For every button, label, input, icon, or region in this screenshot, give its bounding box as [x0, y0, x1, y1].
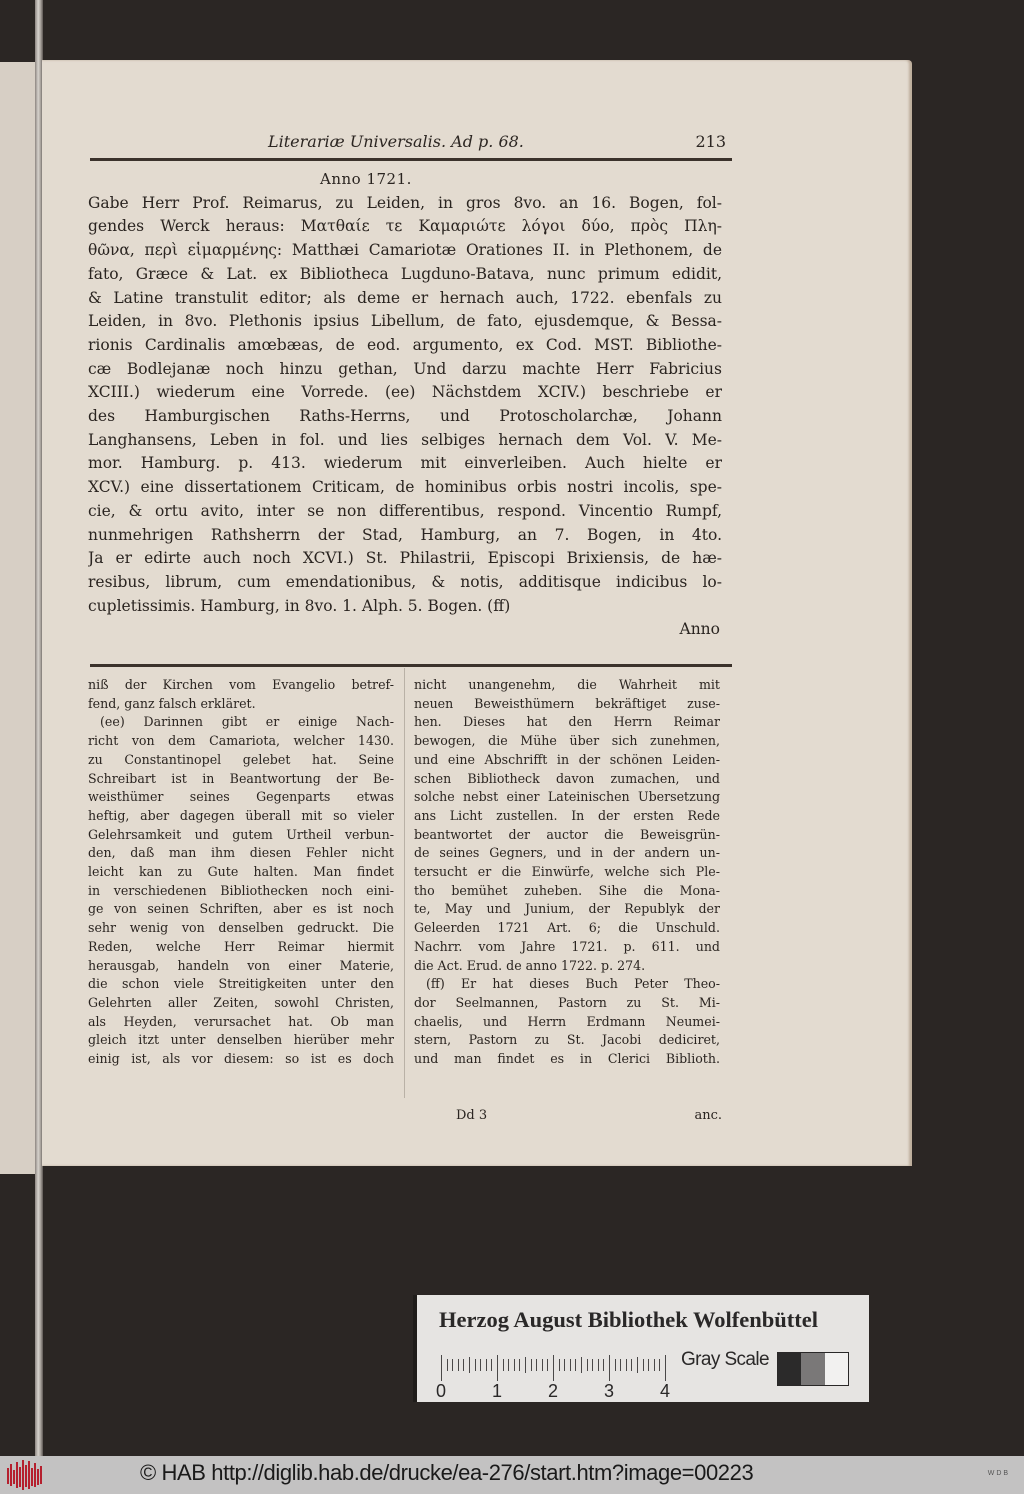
text-line: des Hamburgischen Raths-Herrns, und Protoscholarchæ, Johann [88, 407, 722, 426]
footnote-line: neuen Beweisthümern bekräftiget zuse- [414, 695, 720, 711]
ruler-number: 3 [603, 1381, 615, 1401]
copyright-url[interactable]: © HAB http://diglib.hab.de/drucke/ea-276/start.htm?image=00223 [140, 1460, 754, 1485]
ruler-tick [497, 1355, 498, 1381]
footnote-line: stern, Pastorn zu St. Jacobi dediciret, [414, 1032, 720, 1048]
footnote-line: richt von dem Camariota, welcher 1430. [88, 733, 394, 749]
ruler-tick [615, 1359, 616, 1371]
footnote-line: gleich itzt unter denselben hierüber mehr [88, 1032, 394, 1048]
ruler-tick [598, 1359, 599, 1371]
footnote-line: heftig, aber dagegen überall mit so vieler [88, 807, 394, 823]
previous-page-edge [0, 62, 38, 1174]
ruler-tick [480, 1359, 481, 1371]
hab-logo-icon [5, 1458, 45, 1492]
ruler-tick [659, 1359, 660, 1371]
footnote-line: leicht kan zu Gute halten. Man findet [88, 864, 394, 880]
ruler-tick [609, 1355, 610, 1381]
footnote-line: dor Seelmannen, Pastorn zu St. Mi- [414, 994, 720, 1010]
ruler-tick [592, 1359, 593, 1371]
footnote-line: Reden, welche Herr Reimar hiermit [88, 938, 394, 954]
signature-mark: Dd 3 [456, 1108, 488, 1123]
ruler-tick [531, 1359, 532, 1371]
footnote-line: ans Licht zustellen. In der ersten Rede [414, 807, 720, 823]
year-heading: Anno 1721. [320, 170, 412, 188]
footnote-line: Nachrr. vom Jahre 1721. p. 611. und [414, 938, 720, 954]
ruler-tick [441, 1355, 442, 1381]
text-line: Leiden, in 8vo. Plethonis ipsius Libellum, de fato, ejusdemque, & Bessa- [88, 312, 722, 331]
footnote-line: (ff) Er hat dieses Buch Peter Theo- [426, 976, 720, 992]
footnote-line: die Act. Erud. de anno 1722. p. 274. [414, 957, 646, 973]
footnote-line: den, daß man ihm diesen Fehler nicht [88, 845, 394, 861]
footnote-line: tho bemühet zuheben. Sihe die Mona- [414, 882, 720, 898]
ruler-tick [547, 1359, 548, 1371]
ruler-tick [503, 1359, 504, 1371]
gray-scale-label: Gray Scale [681, 1349, 769, 1370]
text-line: fato, Græce & Lat. ex Bibliotheca Lugduno-Batava, nunc primum edidit, [88, 264, 722, 283]
footnote-line: und eine Abschrifft in der schönen Leiden- [414, 751, 720, 767]
ruler-tick [469, 1357, 470, 1373]
footnote-column-left [88, 676, 394, 1069]
ruler-tick [452, 1359, 453, 1371]
ruler-tick [654, 1359, 655, 1371]
text-line: cie, & ortu avito, inter se non differentibus, respond. Vincentio Rumpf, [88, 501, 722, 520]
ruler-tick [514, 1359, 515, 1371]
ruler-tick [637, 1357, 638, 1373]
text-line: Ja er edirte auch noch XCVI.) St. Philastrii, Episcopi Brixiensis, de hæ- [88, 549, 722, 568]
footnote-line: sehr wenig von denselben gedruckt. Die [88, 920, 394, 936]
ruler-tick [542, 1359, 543, 1371]
ruler-tick [603, 1359, 604, 1371]
ruler-tick [643, 1359, 644, 1371]
ruler-tick [463, 1359, 464, 1371]
footnote-line: hen. Dieses hat den Herrn Reimar [414, 714, 720, 730]
footnote-line: Gelehrten aller Zeiten, sowohl Christen, [88, 994, 394, 1010]
running-head [268, 130, 728, 154]
footnote-line: schen Bibliotheck davon zumachen, und [414, 770, 720, 786]
gray-scale-swatch [777, 1352, 849, 1386]
footnote-line: Geleerden 1721 Art. 6; die Unschuld. [414, 920, 720, 936]
ruler-tick [564, 1359, 565, 1371]
footnote-line: Schreibart ist in Beantwortung der Be- [88, 770, 394, 786]
running-head-title: Literariæ Universalis. Ad p. 68. [268, 132, 524, 151]
text-line: gendes Werck heraus: Ματθαίε τε Καμαριώτε λόγοι δύο, πρὸς Πλη- [88, 217, 722, 236]
ruler-tick [581, 1357, 582, 1373]
footnote-catchword: anc. [694, 1108, 722, 1123]
footnote-line: Gelehrsamkeit und gutem Urtheil verbun- [88, 826, 394, 842]
ruler-tick [525, 1357, 526, 1373]
text-line: cupletissimis. Hamburg, in 8vo. 1. Alph. 5. Bogen. (ff) [88, 596, 511, 615]
gray-swatch-dark [778, 1353, 801, 1385]
ruler-number: 4 [659, 1381, 671, 1401]
wdb-mark: W D B [987, 1470, 1008, 1477]
footnote-line: bewogen, die Mühe über sich zunehmen, [414, 733, 720, 749]
footnote-line: nicht unangenehm, die Wahrheit mit [414, 677, 720, 692]
ruler-tick [519, 1359, 520, 1371]
footnote-line: solche nebst einer Lateinischen Ubersetzung [414, 789, 720, 805]
footnote-line: fend, ganz falsch erkläret. [88, 695, 256, 711]
footnote-line: te, May und Junium, der Republyk der [414, 901, 720, 917]
footnote-line: niß der Kirchen vom Evangelio betref- [88, 677, 394, 692]
column-divider [404, 668, 405, 1098]
footer-bar [0, 1456, 1024, 1494]
ruler-tick [575, 1359, 576, 1371]
ruler-tick [475, 1359, 476, 1371]
text-line: θῶνα, περὶ εἱμαρμένης: Matthæi Camariotæ Orationes II. in Plethonem, de [88, 241, 722, 260]
footnote-column-right [414, 676, 720, 1069]
ruler-tick [559, 1359, 560, 1371]
ruler-tick [631, 1359, 632, 1371]
footnote-line: und man findet es in Clerici Biblioth. [414, 1051, 720, 1067]
text-line: Langhansens, Leben in fol. und lies selbiges hernach dem Vol. V. Me- [88, 430, 722, 449]
footnote-line: als Heyden, verursachet hat. Ob man [88, 1013, 394, 1029]
text-line: XCV.) eine dissertationem Criticam, de hominibus orbis nostri incolis, spe- [88, 478, 722, 497]
main-catchword: Anno [679, 620, 720, 639]
ruler-number: 2 [547, 1381, 559, 1401]
gray-swatch-light [825, 1353, 848, 1385]
footnote-line: beantwortet der auctor die Beweisgrün- [414, 826, 720, 842]
footnote-line: weisthümer seines Gegenparts etwas [88, 789, 394, 805]
footnote-line: zu Constantinopel gelebet hat. Seine [88, 751, 394, 767]
text-line: & Latine transtulit editor; als deme er hernach auch, 1722. ebenfals zu [88, 288, 722, 307]
library-name: Herzog August Bibliothek Wolfenbüttel [439, 1307, 818, 1332]
text-line: rionis Cardinalis amœbæas, de eod. argumento, ex Cod. MST. Bibliothe- [88, 335, 722, 354]
footnote-line: die schon viele Streitigkeiten unter den [88, 976, 394, 992]
text-line: resibus, librum, cum emendationibus, & notis, additisque indicibus lo- [88, 572, 722, 591]
library-label [413, 1295, 869, 1402]
ruler-tick [447, 1359, 448, 1371]
main-text-block [88, 168, 722, 642]
ruler-tick [587, 1359, 588, 1371]
footnote-line: de seines Gegners, und in der andern un- [414, 845, 720, 861]
ruler-tick [508, 1359, 509, 1371]
ruler-tick [491, 1359, 492, 1371]
text-line: XCIII.) wiederum eine Vorrede. (ee) Nächstdem XCIV.) beschriebe er [88, 383, 722, 402]
ruler-number: 1 [491, 1381, 503, 1401]
footnote-line: chaelis, und Herrn Erdmann Neumei- [414, 1013, 720, 1029]
ruler-tick [570, 1359, 571, 1371]
ruler-tick [458, 1359, 459, 1371]
footnote-rule [90, 664, 732, 667]
ruler-tick [620, 1359, 621, 1371]
header-rule [90, 158, 732, 161]
ruler-tick [665, 1355, 666, 1381]
ruler-tick [553, 1355, 554, 1381]
footnote-line: ge von seinen Schriften, aber es ist noch [88, 901, 394, 917]
footnote-line: einig ist, als vor diesem: so ist es doch [88, 1051, 394, 1067]
ruler-tick [536, 1359, 537, 1371]
page-number: 213 [695, 132, 726, 151]
ruler-tick [648, 1359, 649, 1371]
text-line: cæ Bodlejanæ noch hinzu gethan, Und darzu machte Herr Fabricius [88, 359, 722, 378]
text-line: nunmehrigen Rathsherrn der Stad, Hamburg, an 7. Bogen, in 4to. [88, 525, 722, 544]
text-line: mor. Hamburg. p. 413. wiederum mit einverleiben. Auch hielte er [88, 454, 722, 473]
footnote-line: in verschiedenen Bibliothecken noch eini- [88, 882, 394, 898]
footnote-line: (ee) Darinnen gibt er einige Nach- [100, 714, 394, 730]
footnote-line: herausgab, handeln von einer Materie, [88, 957, 394, 973]
text-line: Gabe Herr Prof. Reimarus, zu Leiden, in gros 8vo. an 16. Bogen, fol- [88, 193, 722, 212]
measurement-ruler [435, 1347, 671, 1401]
ruler-tick [486, 1359, 487, 1371]
ruler-number: 0 [435, 1381, 447, 1401]
ruler-tick [626, 1359, 627, 1371]
footnote-line: tersucht er die Einwürfe, welche sich Ple- [414, 864, 720, 880]
gray-swatch-mid [801, 1353, 824, 1385]
